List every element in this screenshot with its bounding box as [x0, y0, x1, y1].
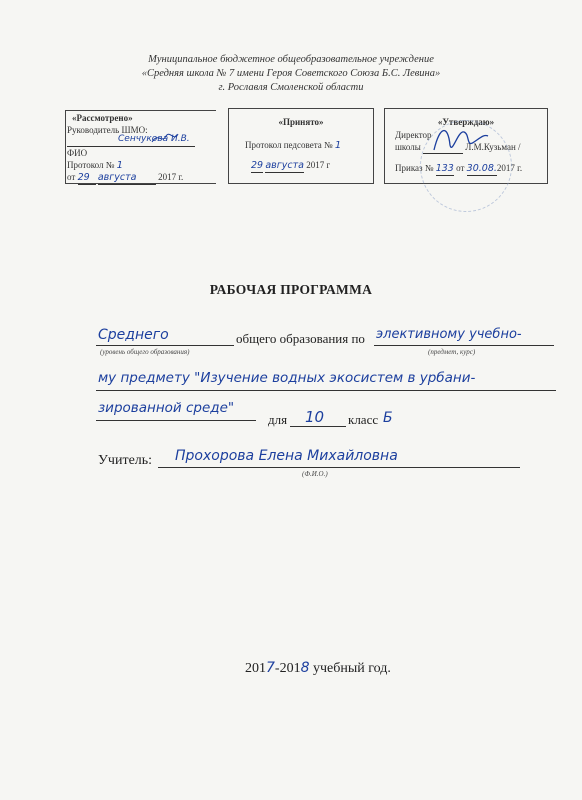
month-handwritten: августа [98, 172, 156, 185]
year-suffix: учебный год. [309, 661, 391, 676]
year-end-digit: 8 [300, 660, 310, 676]
director-name: Л.М.Кузьман / [465, 142, 521, 152]
academic-year [245, 660, 391, 677]
for-label: для [268, 412, 288, 427]
page-title: РАБОЧАЯ ПРОГРАММА [209, 282, 373, 297]
fio-label: ФИО [67, 148, 88, 158]
approved-title: «Утверждаю» [437, 117, 495, 127]
from-label: от [67, 172, 76, 182]
shmo-signature-scribble [150, 130, 180, 146]
council-month-handwritten: августа [265, 160, 304, 171]
order-year-label: 2017 г. [496, 163, 523, 173]
order-number-handwritten: 133 [435, 163, 454, 174]
subject-handwritten-3: зированной среде" [98, 400, 235, 416]
day-handwritten: 29 [78, 172, 96, 185]
director-label: Директор [395, 130, 432, 140]
education-level-handwritten: Среднего [98, 327, 169, 343]
year-end-prefix: -201 [274, 661, 301, 676]
teacher-name-handwritten: Прохорова Елена Михайловна [175, 448, 398, 464]
school-label: школы [395, 142, 421, 152]
council-protocol-label: Протокол педсовета № [245, 140, 333, 150]
header-line-1: Муниципальное бюджетное общеобразовательное учреждение [148, 54, 434, 65]
teacher-label: Учитель: [98, 453, 153, 468]
class-label: класс [348, 412, 379, 427]
reviewed-title: «Рассмотрено» [72, 113, 133, 123]
subject-handwritten-2: му предмету "Изучение водных экосистем в урбани- [98, 370, 476, 386]
grade-handwritten: 10 [305, 408, 325, 426]
protocol-label: Протокол № [67, 160, 115, 170]
approval-box-reviewed [63, 108, 221, 182]
subject-handwritten-1: элективному учебно- [376, 327, 522, 342]
order-date-handwritten: 30.08. [466, 163, 497, 174]
accepted-title: «Принято» [278, 117, 324, 127]
school-header [0, 53, 582, 95]
year-start-digit: 7 [266, 660, 275, 676]
teacher-caption: (Ф.И.О.) [302, 470, 328, 478]
header-line-3: г. Рославля Смоленской области [218, 82, 364, 93]
class-letter-handwritten: Б [383, 410, 393, 426]
program-mid-text: общего образования по [236, 331, 365, 346]
year-label: 2017 г. [158, 172, 184, 182]
shmo-head-signature: Сенчукова И.В. [118, 134, 190, 144]
director-signature [430, 120, 490, 160]
protocol-number: 1 [116, 160, 123, 171]
council-protocol-number: 1 [334, 140, 342, 151]
order-from-label: от [456, 163, 465, 173]
year-start-prefix: 201 [245, 661, 266, 676]
header-line-2: «Средняя школа № 7 имени Героя Советского Союза Б.С. Левина» [141, 68, 441, 79]
subject-caption: (предмет, курс) [428, 348, 476, 356]
council-year-label: 2017 г [306, 160, 331, 170]
order-label: Приказ № [395, 163, 434, 173]
approval-box-accepted [228, 108, 374, 184]
shmo-head-label: Руководитель ШМО: [67, 125, 148, 135]
council-day-handwritten: 29 [251, 160, 264, 171]
level-caption: (уровень общего образования) [100, 348, 190, 356]
